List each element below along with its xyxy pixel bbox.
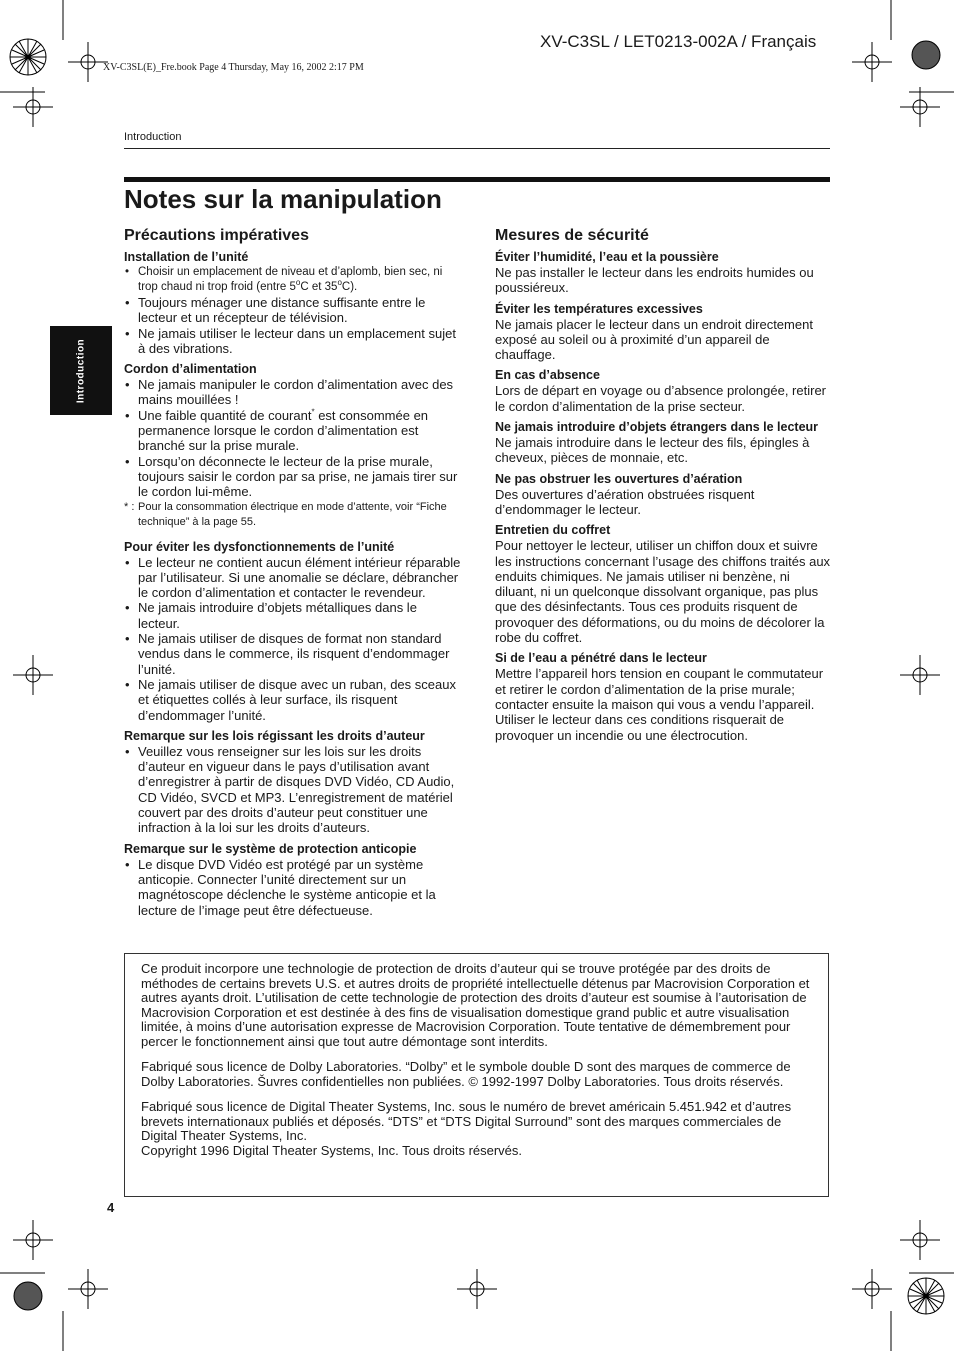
installation-list xyxy=(124,265,462,356)
side-tab-label: Introduction xyxy=(75,338,87,403)
title-rule xyxy=(124,177,830,182)
crosshair-icon xyxy=(13,1220,53,1260)
paragraph: Des ouvertures d’aération obstruées risquent d’endommager le lecteur. xyxy=(495,486,755,517)
crosshair-icon xyxy=(13,87,53,127)
notice-paragraph: Copyright 1996 Digital Theater Systems, Inc. Tous droits réservés. xyxy=(141,1142,523,1158)
subsection-title: Éviter l’humidité, l’eau et la poussière xyxy=(495,250,719,264)
page-title: Notes sur la manipulation xyxy=(124,184,442,214)
subsection-title: Ne jamais introduire d’objets étrangers dans le lecteur xyxy=(495,420,819,435)
crosshair-icon xyxy=(852,42,892,82)
file-stamp: XV-C3SL(E)_Fre.book Page 4 Thursday, May 16, 2002 2:17 PM xyxy=(103,62,364,73)
paragraph: Ne jamais placer le lecteur dans un endroit directement exposé au soleil ou à proximité d’un appareil de chauffage. xyxy=(495,316,813,363)
subsection-title: Si de l’eau a pénétré dans le lecteur xyxy=(495,651,707,666)
list-item: • Ne jamais utiliser le lecteur dans un emplacement sujet à des vibrations. xyxy=(124,326,462,357)
list-item: • Ne jamais utiliser de disques de format non standard vendus dans le commerce, ils risquent d’endommager l’unité. xyxy=(124,631,462,677)
registration-disc-icon xyxy=(14,1282,42,1310)
paragraph: Ne pas installer le lecteur dans les endroits humides ou poussiéreux. xyxy=(495,265,814,296)
legal-notice-box xyxy=(124,953,829,1197)
paragraph: Pour nettoyer le lecteur, utiliser un chiffon doux et suivre les instructions concernant l’usage des chiffons traités aux enduits chimiques. Ne jamais utiliser ni benzène, ni diluant, ni un quelconque dissolvant organique, pas plus que des désinfectants. Tous ces produits risquent de provoquer des déformations, ou du moins de décolorer la robe du coffret. xyxy=(495,538,831,646)
list-item: • Ne jamais manipuler le cordon d’alimentation avec des mains mouillées ! xyxy=(124,377,462,408)
crosshair-icon xyxy=(13,655,53,695)
subsection-title: Ne pas obstruer les ouvertures d’aération xyxy=(495,471,743,486)
subsection-title: Installation de l’unité xyxy=(124,250,249,264)
notice-paragraph: Ce produit incorpore une technologie de protection de droits d’auteur qui se trouve protégée par des droits de méthodes de certains brevets U.S. et autres droits de propriété intellectuelle détenus par Macrovision Corporation et autres ayants droit. L’utilisation de cette technologie de protection des droits d’auteur est soumise à l’autorisation de Macrovision Corporation et est destinée à des fins de visualisation domestique grand public et autre visualisation limitée, à moins d’une autorisation expresse de Macrovision Corporation. Toute tentative de démembrement pour percer le fonctionnement ainsi que tout autre démontage sont interdits. xyxy=(141,961,810,1049)
subsection-title: Entretien du coffret xyxy=(495,523,611,538)
droits-list xyxy=(124,744,462,836)
dysfonction-list xyxy=(124,555,462,723)
list-item: • Lorsqu’on déconnecte le lecteur de la prise murale, toujours saisir le cordon par sa prise, ne jamais tirer sur le cordon lui-même. xyxy=(124,454,462,500)
section-heading: Précautions impératives xyxy=(124,227,309,244)
notice-paragraph: Fabriqué sous licence de Digital Theater Systems, Inc. sous le numéro de brevet américain 5.451.942 et d’autres brevets internationaux publiés et déposés. “DTS” et “DTS Digital Surround” sont des marques commerciales de Digital Theater Systems, Inc. xyxy=(141,1099,792,1143)
subsection-title: Remarque sur les lois régissant les droits d’auteur xyxy=(124,728,425,743)
footnote xyxy=(124,500,462,531)
paragraph: Ne jamais introduire dans le lecteur des fils, épingles à cheveux, pièces de monnaie, etc. xyxy=(495,435,810,466)
right-column xyxy=(495,226,831,743)
crosshair-icon xyxy=(852,1269,892,1309)
side-tab xyxy=(50,326,112,415)
subsection-title: En cas d’absence xyxy=(495,368,600,383)
header-divider xyxy=(124,148,830,149)
left-column xyxy=(124,226,462,918)
section-heading: Mesures de sécurité xyxy=(495,227,649,244)
paragraph: Mettre l’appareil hors tension en coupant le commutateur et retirer le cordon d’alimentation de la prise murale; contacter ensuite la maison qui vous a vendu l’appareil. Utiliser le lecteur dans ces conditions risquerait de provoquer un incendie ou une électrocution. xyxy=(495,666,824,743)
page-number: 4 xyxy=(107,1200,115,1215)
registration-starburst-icon xyxy=(908,1278,944,1314)
crosshair-icon xyxy=(900,87,940,127)
registration-starburst-icon xyxy=(10,39,46,75)
section-label: Introduction xyxy=(124,131,182,143)
notice-paragraph: Fabriqué sous licence de Dolby Laboratories. “Dolby” et le symbole double D sont des marques de commerce de Dolby Laboratories. Šuvres confidentielles non publiées. © 1992-1997 Dolby Laboratories. Tous droits réservés. xyxy=(141,1059,791,1089)
list-item: • Le disque DVD Vidéo est protégé par un système anticopie. Connecter l’unité directement sur un magnétoscope déclenche le système anticopie et la lecture de l’image peut être défectueuse. xyxy=(124,857,462,918)
list-item: • Ne jamais utiliser de disque avec un ruban, des sceaux et étiquettes collés à leur surface, ils risquent d’endommager l’unité. xyxy=(124,677,462,723)
crosshair-icon xyxy=(900,1220,940,1260)
crosshair-icon xyxy=(457,1269,497,1309)
registration-disc-icon xyxy=(912,41,940,69)
document-id: XV-C3SL / LET0213-002A / Français xyxy=(540,32,817,51)
cordon-list xyxy=(124,377,462,499)
subsection-title: Pour éviter les dysfonctionnements de l’unité xyxy=(124,539,395,554)
anticopie-list xyxy=(124,857,462,918)
crosshair-icon xyxy=(68,42,108,82)
footnote-mark: * : xyxy=(124,500,135,513)
paragraph: Lors de départ en voyage ou d’absence prolongée, retirer le cordon d’alimentation de la prise secteur. xyxy=(495,383,826,414)
list-item: • Ne jamais introduire d’objets métalliques dans le lecteur. xyxy=(124,600,462,631)
list-item: • Le lecteur ne contient aucun élément intérieur réparable par l’utilisateur. Si une anomalie se déclare, débrancher le cordon d’alimentation et contacter le revendeur. xyxy=(124,555,462,601)
list-item: • Toujours ménager une distance suffisante entre le lecteur et un récepteur de télévision. xyxy=(124,295,462,326)
list-item: • Une faible quantité de courant* est consommée en permanence lorsque le cordon d’alimentation est branché sur la prise murale. xyxy=(124,408,462,454)
subsection-title: Éviter les températures excessives xyxy=(495,301,703,316)
subsection-title: Remarque sur le système de protection anticopie xyxy=(124,841,417,856)
crosshair-icon xyxy=(68,1269,108,1309)
footnote-text: Pour la consommation électrique en mode d’attente, voir “Fiche technique” à la page 55. xyxy=(138,500,447,529)
list-item: • Veuillez vous renseigner sur les lois sur les droits d’auteur en vigueur dans le pays d’utilisation avant d’enregistrer à partir de disques DVD Vidéo, CD Audio, CD Vidéo, SVCD et MP3. L’enregistrement de matériel couvert par des droits d’auteur peut constituer une infraction à la loi sur les droits d’auteurs. xyxy=(124,744,462,836)
list-item: • Choisir un emplacement de niveau et d’aplomb, bien sec, ni trop chaud ni trop froid (entre 5$^o$C et 35$^o$C). xyxy=(124,265,462,295)
subsection-title: Cordon d’alimentation xyxy=(124,362,257,377)
crosshair-icon xyxy=(900,655,940,695)
